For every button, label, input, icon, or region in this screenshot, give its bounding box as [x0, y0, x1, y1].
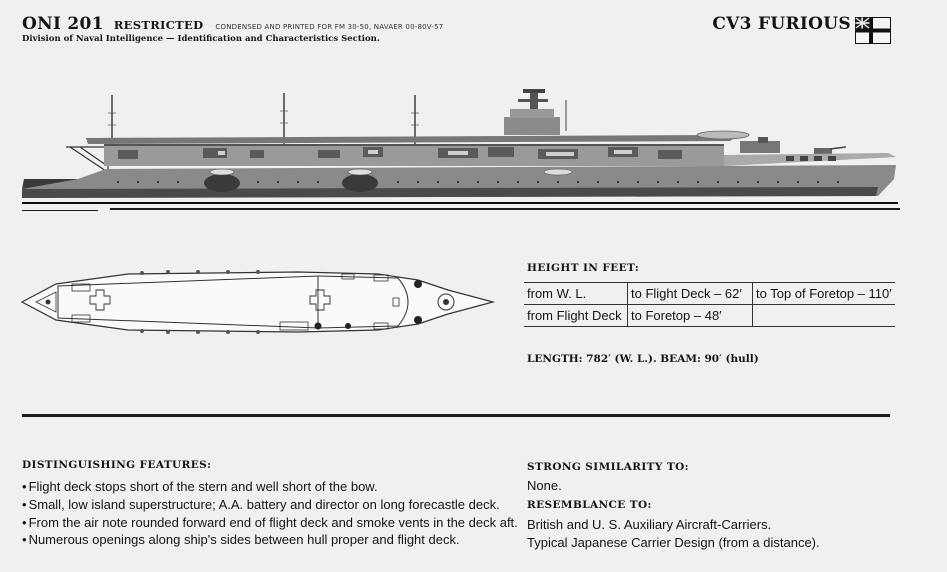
list-item: • Flight deck stops short of the stern and well short of the bow. [22, 478, 518, 496]
list-item: • Small, low island superstructure; A.A. battery and director on long forecastle deck. [22, 496, 518, 514]
similarity-text: None. [527, 478, 562, 493]
resemblance-line: British and U. S. Auxiliary Aircraft-Carriers. [527, 517, 772, 532]
similarity-title: STRONG SIMILARITY TO: [527, 461, 689, 473]
header-line [22, 14, 443, 34]
table-cell: to Foretop – 48′ [628, 305, 753, 327]
doc-id: ONI 201 [22, 14, 104, 34]
table-cell: from Flight Deck [524, 305, 628, 327]
profile-rule-right [110, 208, 900, 210]
table-cell: from W. L. [524, 283, 628, 305]
table-cell [753, 305, 895, 327]
british-white-ensign-icon [855, 17, 891, 44]
print-note: CONDENSED AND PRINTED FOR FM 30-50, NAVAER 00-80V-57 [215, 23, 444, 31]
table-row [524, 283, 895, 305]
section-divider [22, 414, 890, 417]
table-row [524, 305, 895, 327]
heights-table [524, 282, 895, 327]
dimensions-text: LENGTH: 782′ (W. L.). BEAM: 90′ (hull) [527, 353, 759, 365]
table-cell: to Top of Foretop – 110′ [753, 283, 895, 305]
distinguishing-title: DISTINGUISHING FEATURES: [22, 459, 212, 471]
division-line: Division of Naval Intelligence — Identification and Characteristics Section. [22, 34, 380, 44]
ship-profile-illustration [18, 75, 903, 210]
classification-label: RESTRICTED [113, 18, 204, 32]
list-item: • From the air note rounded forward end of flight deck and smoke vents in the deck aft. [22, 514, 518, 532]
list-item: • Numerous openings along ship's sides between hull proper and flight deck. [22, 531, 518, 549]
ship-name: CV3 FURIOUS [712, 14, 851, 34]
resemblance-line: Typical Japanese Carrier Design (from a distance). [527, 535, 820, 550]
resemblance-title: RESEMBLANCE TO: [527, 499, 652, 511]
heights-title: HEIGHT IN FEET: [527, 262, 640, 274]
profile-rule-left [22, 210, 98, 211]
distinguishing-list [22, 478, 518, 549]
table-cell: to Flight Deck – 62′ [628, 283, 753, 305]
ship-plan-view-illustration [18, 262, 498, 342]
